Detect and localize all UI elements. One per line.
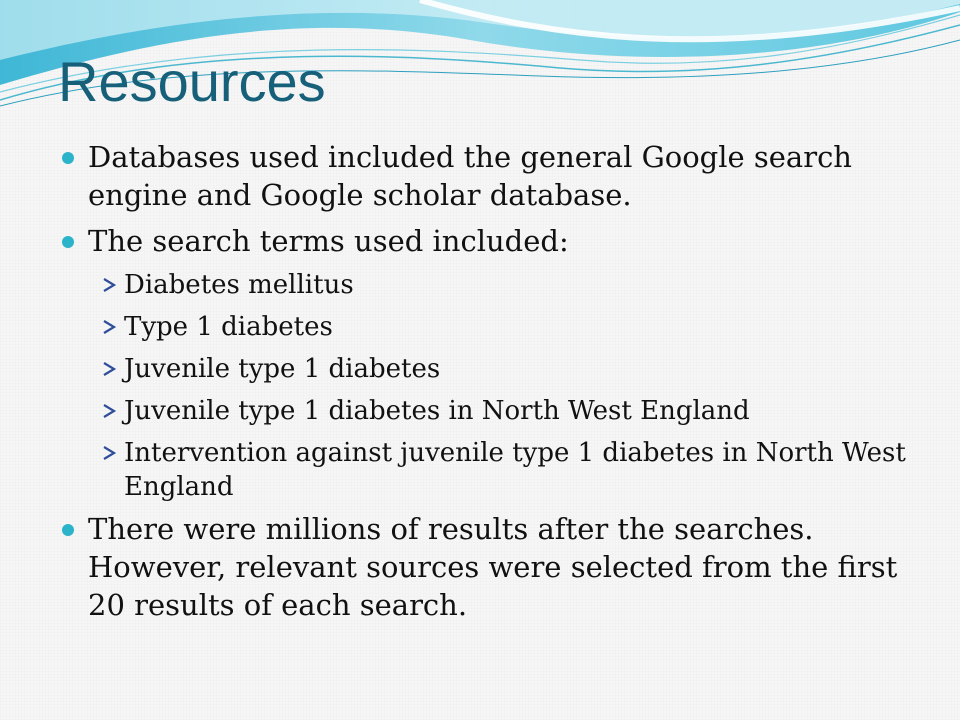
arrow-bullet-icon: [101, 445, 117, 461]
bullet-dot-icon: [62, 524, 74, 536]
arrow-bullet-icon: [101, 277, 117, 293]
bullet-dot-icon: [62, 236, 74, 248]
bullet-text: Databases used included the general Google search engine and Google scholar database.: [88, 140, 852, 212]
bullet-item: [58, 138, 908, 214]
sub-bullet-item: [58, 394, 908, 428]
slide-title: Resources: [58, 50, 326, 113]
bullet-text: There were millions of results after the searches. However, relevant sources were selected from the first 20 results of each search.: [88, 512, 898, 622]
bullet-dot-icon: [62, 152, 74, 164]
arrow-bullet-icon: [101, 361, 117, 377]
sub-bullet-text: Juvenile type 1 diabetes in North West England: [124, 396, 750, 426]
sub-bullet-item: [58, 310, 908, 344]
sub-bullet-text: Type 1 diabetes: [124, 312, 333, 342]
sub-bullet-item: [58, 352, 908, 386]
sub-bullet-text: Juvenile type 1 diabetes: [124, 354, 441, 384]
bullet-list: [58, 138, 908, 632]
sub-bullet-text: Diabetes mellitus: [124, 270, 354, 300]
sub-bullet-text: Intervention against juvenile type 1 diabetes in North West England: [124, 438, 906, 502]
arrow-bullet-icon: [101, 319, 117, 335]
bullet-text: The search terms used included:: [88, 224, 569, 258]
bullet-item: [58, 222, 908, 260]
sub-bullet-item: [58, 436, 908, 504]
sub-bullet-item: [58, 268, 908, 302]
bullet-item: [58, 510, 908, 624]
arrow-bullet-icon: [101, 403, 117, 419]
